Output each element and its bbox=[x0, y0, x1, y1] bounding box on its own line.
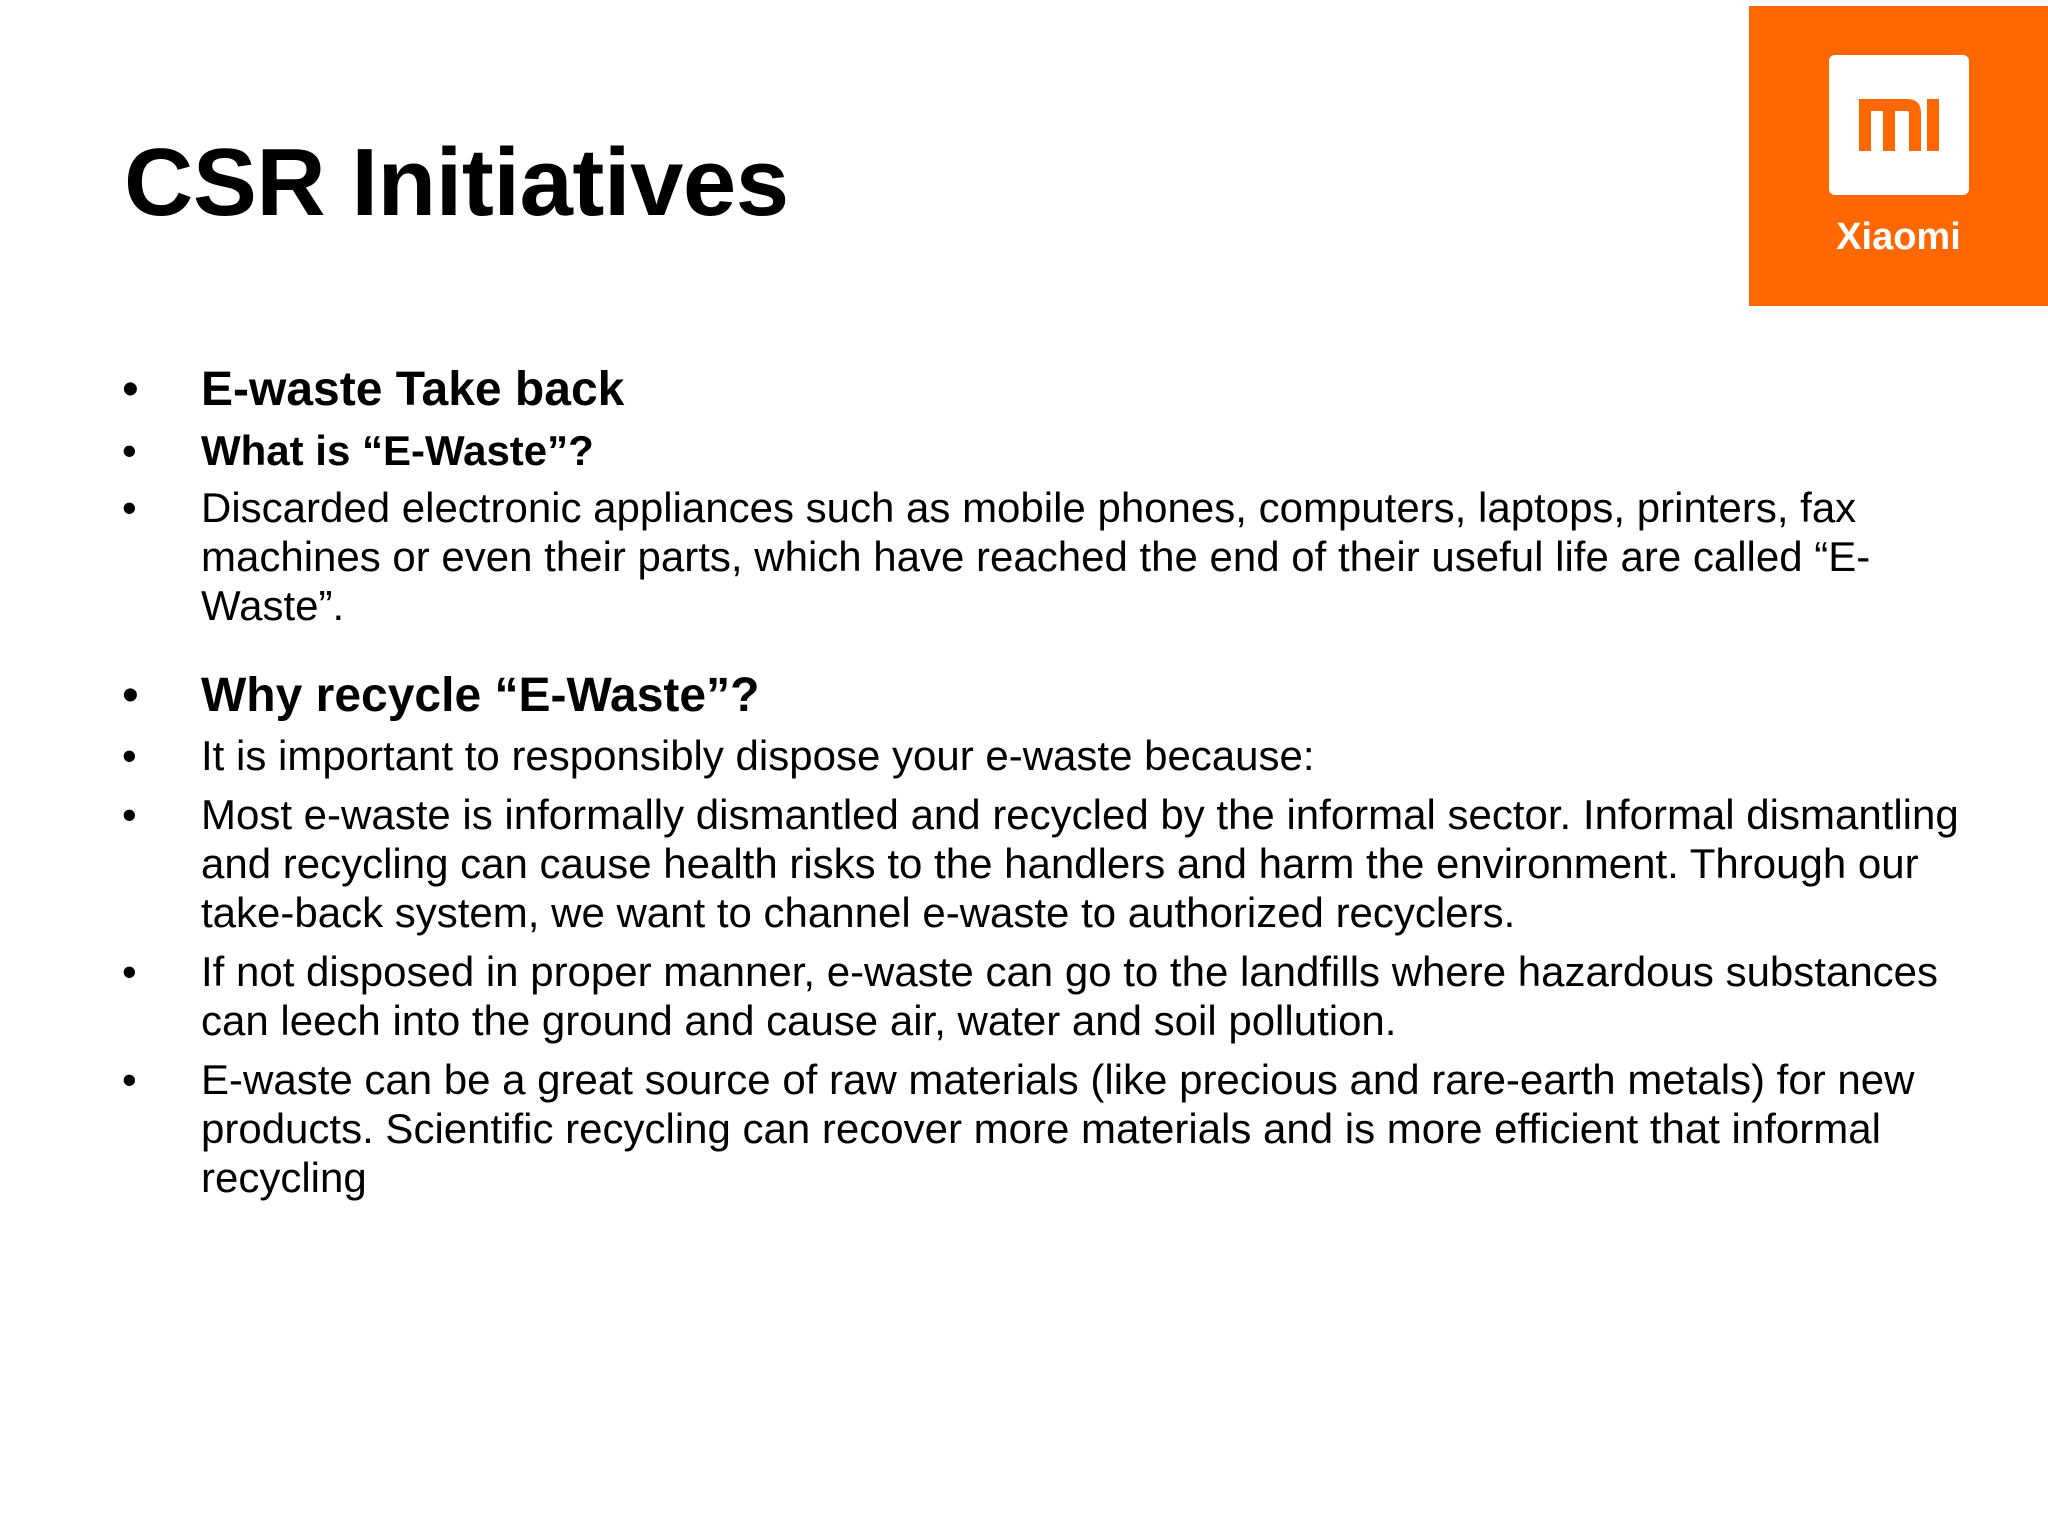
bullet-ewaste-take-back bbox=[122, 358, 1982, 422]
bullet-glyph: • bbox=[122, 427, 137, 474]
bullet-text: If not disposed in proper manner, e-waste can go to the landfills where hazardous substances can leech into the ground and cause air, water and soil pollution. bbox=[201, 948, 1939, 1044]
slide-title: CSR Initiatives bbox=[124, 129, 789, 236]
bullet-raw-materials bbox=[122, 1055, 1982, 1202]
bullet-glyph: • bbox=[122, 363, 139, 416]
bullet-text: Most e-waste is informally dismantled and recycled by the informal sector. Informal dismantling and recycling can cause health risks to the handlers and harm the environment. Through our take-back system, we want to channel e-waste to authorized recyclers. bbox=[201, 791, 1959, 936]
bullet-ewaste-definition bbox=[122, 483, 1982, 630]
bullet-dispose-responsibly bbox=[122, 731, 1982, 780]
bullet-text: Why recycle “E-Waste”? bbox=[201, 669, 760, 722]
bullet-glyph: • bbox=[122, 732, 137, 779]
bullet-text: It is important to responsibly dispose your e-waste because: bbox=[201, 732, 1315, 779]
bullet-list bbox=[122, 358, 1982, 1212]
bullet-text: What is “E-Waste”? bbox=[201, 427, 594, 474]
bullet-text: E-waste can be a great source of raw materials (like precious and rare-earth metals) for new products. Scientific recycling can recover more materials and is more efficient that informal recycling bbox=[201, 1056, 1915, 1201]
bullet-text: Discarded electronic appliances such as mobile phones, computers, laptops, printers, fax machines or even their parts, which have reached the end of their useful life are called “E-Waste”. bbox=[201, 484, 1871, 629]
bullet-glyph: • bbox=[122, 1056, 137, 1103]
bullet-text: E-waste Take back bbox=[201, 363, 625, 416]
bullet-glyph: • bbox=[122, 484, 137, 531]
xiaomi-logo bbox=[1749, 6, 2048, 306]
bullet-glyph: • bbox=[122, 948, 137, 995]
bullet-what-is-ewaste bbox=[122, 422, 1982, 480]
bullet-landfill-pollution bbox=[122, 947, 1982, 1045]
mi-logo-icon bbox=[1829, 55, 1969, 195]
bullet-glyph: • bbox=[122, 791, 137, 838]
bullet-why-recycle bbox=[122, 664, 1982, 728]
bullet-glyph: • bbox=[122, 669, 139, 722]
logo-text: Xiaomi bbox=[1836, 216, 1961, 258]
bullet-informal-sector bbox=[122, 790, 1982, 937]
